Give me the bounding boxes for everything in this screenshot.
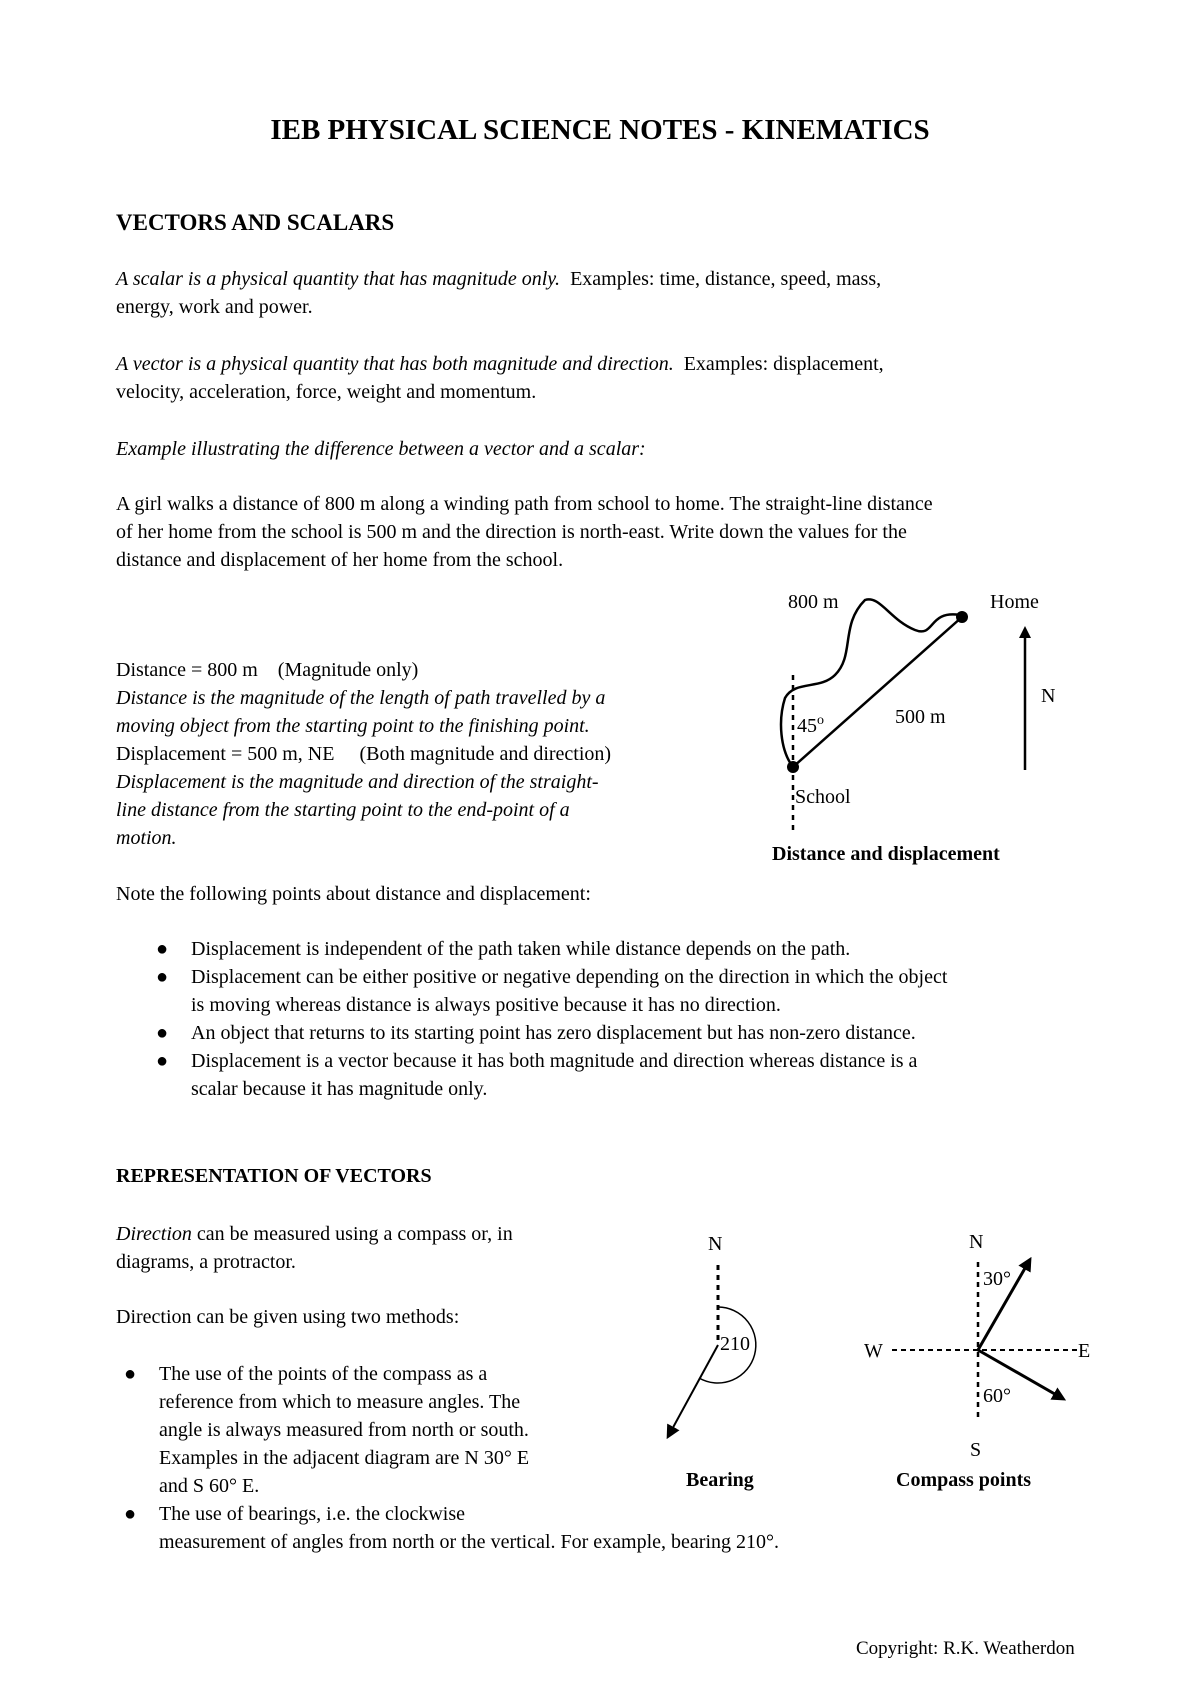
section-heading-representation: REPRESENTATION OF VECTORS [116, 1165, 432, 1187]
vector-definition: A vector is a physical quantity that has both magnitude and direction. [116, 353, 674, 375]
compass-label-south: S [970, 1439, 982, 1461]
distance-definition-line-1: Distance is the magnitude of the length of path travelled by a [116, 687, 606, 709]
bearing-caption: Bearing [686, 1469, 754, 1491]
page-title: IEB PHYSICAL SCIENCE NOTES - KINEMATICS [270, 114, 930, 146]
compass-label-east: E [1078, 1340, 1091, 1362]
bearing-label-210: 210 [720, 1333, 750, 1355]
list-item: ● Displacement is independent of the path taken while distance depends on the path. [116, 935, 1166, 963]
vector-examples-line-1: Examples: displacement, [683, 353, 884, 375]
bullet-icon: ● [156, 1050, 169, 1072]
compass-label-north: N [969, 1231, 984, 1253]
copyright: Copyright: R.K. Weatherdon [856, 1638, 1075, 1659]
list-item: ● Displacement is a vector because it has both magnitude and direction whereas distance is a scalar because it has magnitude only. [116, 1047, 1166, 1103]
example-heading: Example illustrating the difference between a vector and a scalar: [116, 438, 646, 460]
bearing-vector [670, 1345, 718, 1433]
label-north: N [1041, 685, 1056, 707]
direction-line-2: diagrams, a protractor. [116, 1251, 296, 1273]
compass-label-60: 60° [983, 1385, 1011, 1407]
list-item: ● The use of the points of the compass as a reference from which to measure angles. The angle is always measured from north or south. Examples in the adjacent diagram are N 30° E and S 60° E. [116, 1360, 1116, 1500]
direction-line-1: can be measured using a compass or, in [191, 1223, 513, 1245]
bearing-diagram [650, 1230, 810, 1460]
vector-paragraph [116, 350, 1116, 406]
compass-label-30: 30° [983, 1268, 1011, 1290]
scalar-definition: A scalar is a physical quantity that has magnitude only. [116, 268, 561, 290]
compass-points-caption: Compass points [896, 1469, 1032, 1491]
scalar-examples-line-2: energy, work and power. [116, 296, 313, 318]
direction-paragraph [116, 1220, 513, 1276]
note-intro: Note the following points about distance and displacement: [116, 883, 591, 905]
bullet-icon: ● [156, 966, 169, 988]
label-800m: 800 m [788, 591, 839, 613]
winding-path [781, 599, 960, 767]
distance-definition-line-2: moving object from the starting point to the finishing point. [116, 715, 590, 737]
scalar-examples-line-1: Examples: time, distance, speed, mass, [570, 268, 882, 290]
label-45-degrees: 45$^o$ [797, 713, 824, 737]
section-heading-vectors-scalars: VECTORS AND SCALARS [116, 210, 395, 235]
direction-word: Direction [116, 1223, 192, 1245]
displacement-definition-line-1: Displacement is the magnitude and direction of the straight- [116, 771, 599, 793]
diagram1-caption: Distance and displacement [772, 843, 1000, 865]
scalar-paragraph [116, 265, 1116, 321]
displacement-line [793, 617, 962, 767]
distance-answer: Distance = 800 m (Magnitude only) [116, 659, 419, 681]
displacement-definition-line-3: motion. [116, 827, 177, 849]
compass-points-diagram [850, 1230, 1100, 1470]
label-school: School [795, 786, 851, 808]
bearing-label-north: N [708, 1233, 723, 1255]
vector-examples-line-2: velocity, acceleration, force, weight and momentum. [116, 381, 537, 403]
example-paragraph [116, 490, 1156, 574]
bullet-icon: ● [124, 1363, 137, 1385]
methods-intro: Direction can be given using two methods: [116, 1306, 460, 1328]
list-item: ● An object that returns to its starting point has zero displacement but has non-zero distance. [116, 1019, 1166, 1047]
list-item: ● Displacement can be either positive or negative depending on the direction in which the object is moving whereas distance is always positive because it has no direction. [116, 963, 1166, 1019]
home-point [956, 611, 968, 623]
distance-displacement-points [116, 935, 1166, 1103]
displacement-answer: Displacement = 500 m, NE (Both magnitude and direction) [116, 743, 612, 765]
list-item: ● The use of bearings, i.e. the clockwise measurement of angles from north or the vertical. For example, bearing 210°. [116, 1500, 1116, 1556]
distance-definition [116, 684, 605, 740]
displacement-definition-line-2: line distance from the starting point to the end-point of a [116, 799, 570, 821]
distance-displacement-diagram [760, 580, 1090, 880]
example-line-2: of her home from the school is 500 m and the direction is north-east. Write down the values for the [116, 521, 907, 543]
label-home: Home [990, 591, 1039, 613]
compass-label-west: W [864, 1340, 883, 1362]
example-line-1: A girl walks a distance of 800 m along a winding path from school to home. The straight-line distance [116, 493, 933, 515]
displacement-definition [116, 768, 599, 852]
example-line-3: distance and displacement of her home from the school. [116, 549, 564, 571]
bullet-icon: ● [156, 1022, 169, 1044]
bullet-icon: ● [156, 938, 169, 960]
bullet-icon: ● [124, 1503, 137, 1525]
label-500m: 500 m [895, 706, 946, 728]
